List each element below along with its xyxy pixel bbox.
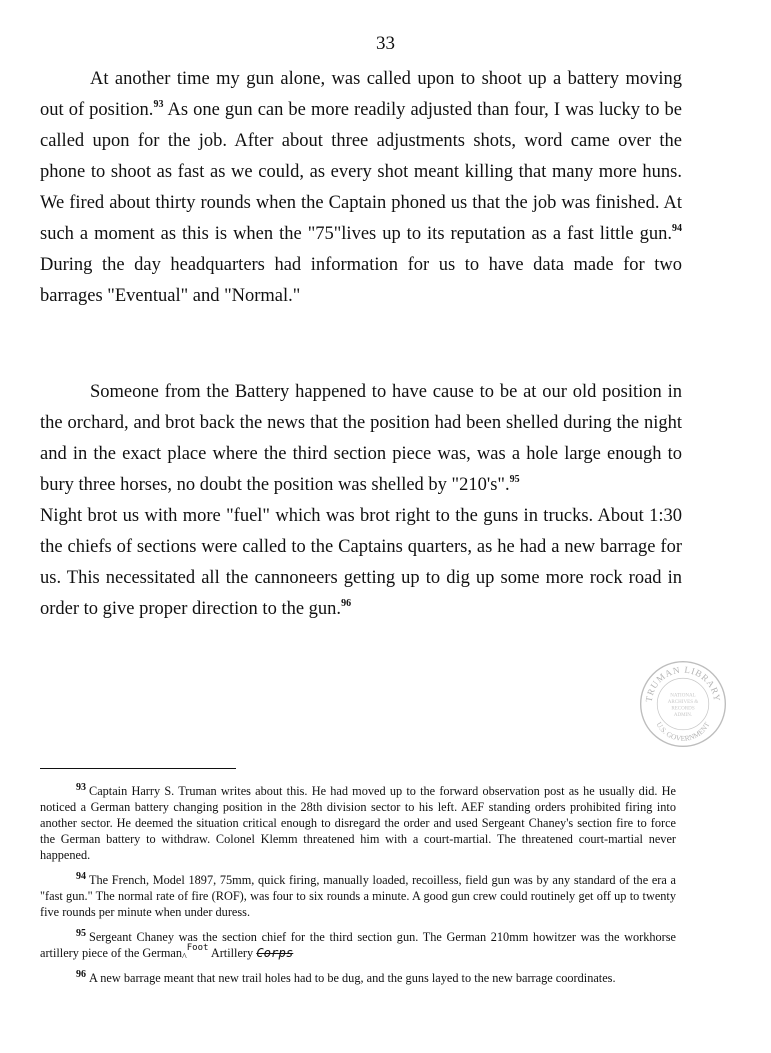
footnote-ref-96: 96	[341, 598, 352, 609]
footnote-number: 96	[76, 969, 86, 980]
struck-handwritten-word: Corps	[256, 946, 294, 960]
footnote-number: 95	[76, 928, 86, 939]
footnote-text: Sergeant Chaney was the section chief for the third section gun. The German 210mm howitzer was the workhorse artillery piece of the German	[40, 930, 676, 960]
stamp-center-line: ARCHIVES &	[667, 699, 699, 706]
main-text-block-2	[40, 377, 682, 625]
stamp-center-line: RECORDS	[671, 705, 695, 712]
footnote-number: 93	[76, 782, 86, 793]
stamp-top-text: TRUMAN LIBRARY	[643, 664, 723, 703]
footnote-95	[40, 929, 676, 961]
footnote-separator	[40, 768, 236, 769]
paragraph-text: As one gun can be more readily adjusted than four, I was lucky to be called upon for the job. After about three adjustments shots, word came over the phone to shoot as fast as we could, as every shot meant killing that many more huns. We fired about thirty rounds when the Captain phoned us that the job was finished. At such a moment as this is when the "75"lives up to its reputation as a fast little gun.	[40, 100, 683, 244]
paragraph-text: During the day headquarters had information for us to have data made for two barrages "Eventual" and "Normal."	[40, 255, 682, 306]
footnote-96	[40, 970, 676, 986]
paragraph-text: Someone from the Battery happened to have cause to be at our old position in the orchard, and brot back the news that the position had been shelled during the night and in the exact place where the third section piece was, was a hole large enough to bury three horses, no doubt the position was shelled by "210's".	[40, 382, 682, 495]
paragraph-text: Night brot us with more "fuel" which was brot right to the guns in trucks. About 1:30 the chiefs of sections were called to the Captains quarters, as he had a new barrage for us. This necessitated all the cannoneers getting up to dig up some more rock road in order to give proper direction to the gun.	[40, 506, 682, 619]
footnote-93	[40, 783, 676, 863]
paragraph-3	[40, 501, 682, 625]
page-number: 33	[376, 33, 395, 54]
paragraph-2	[40, 377, 682, 501]
library-stamp-seal	[637, 658, 729, 750]
footnote-ref-93: 93	[153, 99, 164, 110]
paragraph-text: At another time my gun alone, was called upon to shoot up a battery moving out of position.	[40, 69, 682, 120]
stamp-center-line: ADMIN.	[673, 711, 693, 718]
footnote-ref-94: 94	[672, 223, 682, 234]
footnote-94	[40, 872, 676, 920]
main-text-block-1	[40, 64, 682, 312]
insertion-caret: ^	[182, 952, 187, 963]
footnote-text: A new barrage meant that new trail holes had to be dug, and the guns layed to the new barrage coordinates.	[89, 971, 616, 985]
footnote-number: 94	[76, 871, 86, 882]
footnotes	[40, 783, 676, 995]
footnote-ref-95: 95	[509, 474, 520, 485]
paragraph-1	[40, 64, 682, 312]
footnote-text: The French, Model 1897, 75mm, quick firing, manually loaded, recoilless, field gun was by any standard of the era a "fast gun." The normal rate of fire (ROF), was four to six rounds a minute. A good gun crew could routinely get off up to twenty five rounds per minute when under duress.	[40, 873, 676, 919]
svg-text:U.S. GOVERNMENT	[655, 720, 712, 743]
handwritten-insertion: Foot	[186, 943, 209, 953]
footnote-text: Artillery	[208, 946, 257, 960]
stamp-center-line: NATIONAL	[670, 692, 696, 699]
stamp-bottom-text: U.S. GOVERNMENT	[654, 720, 712, 743]
footnote-text: Captain Harry S. Truman writes about this. He had moved up to the forward observation post as he usually did. He noticed a German battery changing position in the 28th division sector to his left. AEF standing orders prohibited firing into another sector. He deemed the situation critical enough to disregard the order and used Sergeant Chaney's section fire to force the German battery to withdraw. Colonel Klemm threatened him with a court-martial. The threatened court-martial never happened.	[40, 784, 676, 862]
